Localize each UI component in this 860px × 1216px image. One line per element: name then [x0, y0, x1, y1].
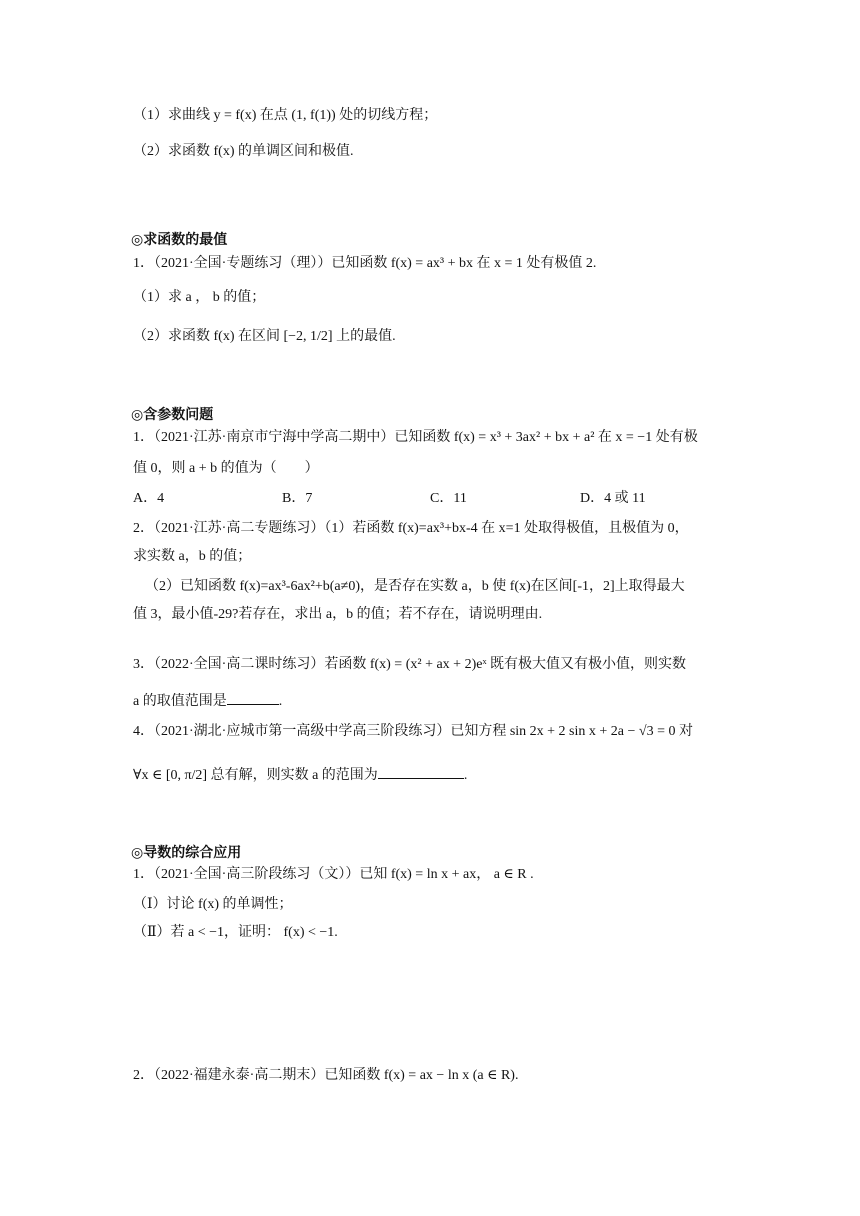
params-problem-3-line1: 3．（2022·全国·高二课时练习）若函数 f(x) = (x² + ax + 2)eˣ 既有极大值又有极小值，则实数 — [133, 657, 686, 672]
answer-blank-4[interactable] — [378, 764, 464, 779]
params-problem-4-text: ∀x ∈ [0, π/2] 总有解，则实数 a 的范围为 — [133, 768, 378, 783]
applications-problem-2-intro: 2．（2022·福建永泰·高二期末）已知函数 f(x) = ax − ln x (a ∈ R). — [133, 1068, 519, 1083]
extrema-problem-1-intro: 1．（2021·全国·专题练习（理））已知函数 f(x) = ax³ + bx 在 x = 1 处有极值 2. — [133, 256, 597, 271]
params-problem-1-line1: 1．（2021·江苏·南京市宁海中学高二期中）已知函数 f(x) = x³ + 3ax² + bx + a² 在 x = −1 处有极 — [133, 430, 698, 445]
params-problem-3-end: . — [278, 694, 283, 709]
applications-problem-1-intro: 1．（2021·全国·高三阶段练习（文））已知 f(x) = ln x + ax， a ∈ R . — [133, 867, 534, 882]
params-problem-2-line4: 值 3，最小值-29?若存在，求出 a，b 的值；若不存在，请说明理由. — [133, 607, 543, 622]
params-problem-2-line2: 求实数 a，b 的值； — [133, 549, 252, 564]
params-problem-2-line3: （2）已知函数 f(x)=ax³-6ax²+b(a≠0)，是否存在实数 a，b 使 f(x)在区间[-1，2]上取得最大 — [145, 579, 685, 594]
option-b: B．7 — [282, 491, 313, 506]
section-heading-extrema: ◎求函数的最值 — [131, 232, 228, 248]
option-a: A．4 — [133, 491, 165, 506]
option-d: D．4 或 11 — [580, 491, 646, 506]
part1-question-1: （1）求曲线 y = f(x) 在点 (1, f(1)) 处的切线方程； — [133, 108, 438, 123]
params-problem-4-line1: 4．（2021·湖北·应城市第一高级中学高三阶段练习）已知方程 sin 2x + 2 sin x + 2a − √3 = 0 对 — [133, 724, 693, 739]
option-c: C．11 — [430, 491, 467, 506]
params-problem-4-end: . — [463, 768, 468, 783]
answer-blank-3[interactable] — [227, 690, 279, 705]
applications-problem-1-q2: （Ⅱ）若 a < −1，证明： f(x) < −1. — [133, 925, 338, 940]
params-problem-1-line2: 值 0，则 a + b 的值为（ ） — [133, 461, 319, 476]
extrema-problem-1-q1: （1）求 a ， b 的值； — [133, 290, 266, 305]
section-heading-applications: ◎导数的综合应用 — [131, 845, 242, 861]
applications-problem-1-q1: （Ⅰ）讨论 f(x) 的单调性； — [133, 897, 293, 912]
part1-question-2: （2）求函数 f(x) 的单调区间和极值. — [133, 144, 354, 159]
params-problem-3-text: a 的取值范围是 — [133, 694, 227, 709]
params-problem-4-line2 — [133, 764, 467, 786]
params-problem-3-line2 — [133, 690, 282, 712]
params-problem-2-line1: 2．（2021·江苏·高二专题练习）（1）若函数 f(x)=ax³+bx-4 在 x=1 处取得极值，且极值为 0， — [133, 521, 689, 536]
section-heading-params: ◎含参数问题 — [131, 407, 214, 423]
extrema-problem-1-q2: （2）求函数 f(x) 在区间 [−2, 1/2] 上的最值. — [133, 329, 396, 344]
